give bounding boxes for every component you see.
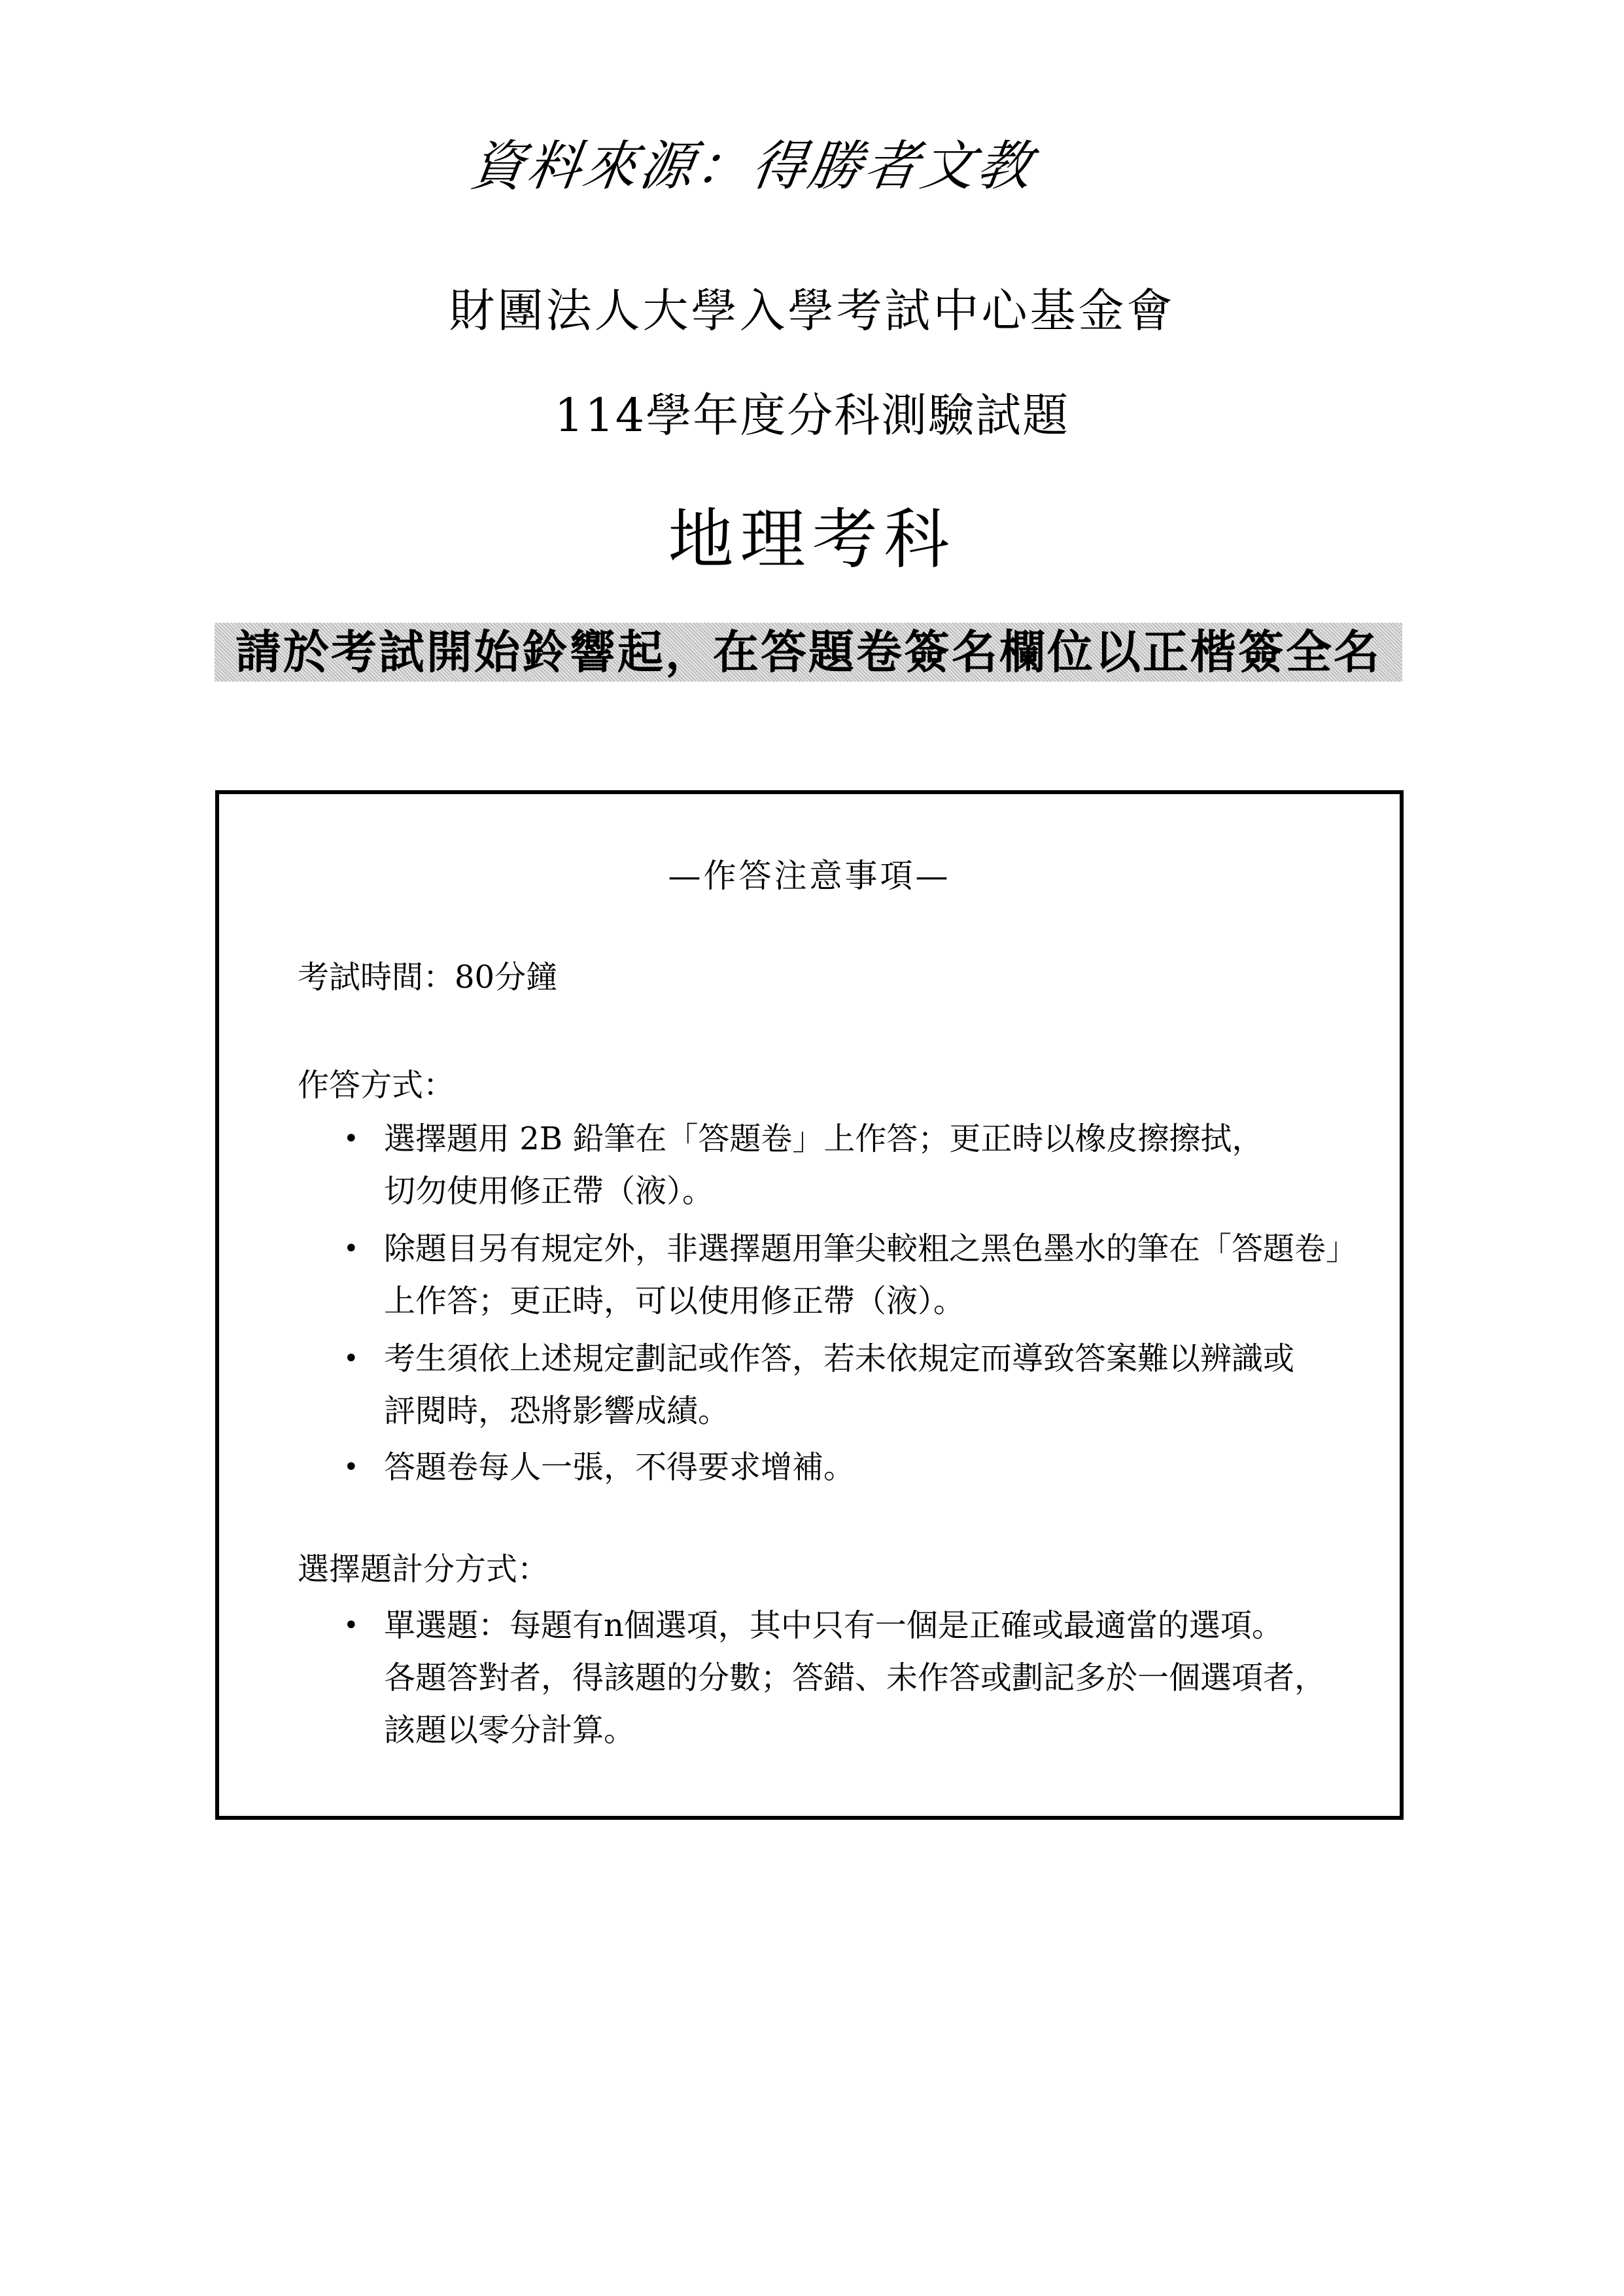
item-text-line1: 除題目另有規定外，非選擇題用筆尖較粗之黑色墨水的筆在「答題卷」 <box>384 1230 1358 1267</box>
item-text-line1: 選擇題用 2B 鉛筆在「答題卷」上作答；更正時以橡皮擦擦拭， <box>384 1121 1264 1157</box>
answer-method-item-1 <box>343 1116 1324 1162</box>
bullet-icon: • <box>343 1610 359 1641</box>
scoring-heading: 選擇題計分方式： <box>298 1551 549 1588</box>
item-text-line2: 各題答對者，得該題的分數；答錯、未作答或劃記多於一個選項者， <box>384 1660 1326 1696</box>
answer-method-item-3 <box>343 1336 1324 1382</box>
item-text-line2: 上作答；更正時，可以使用修正帶（液）。 <box>384 1283 965 1319</box>
item-text-line1: 考生須依上述規定劃記或作答，若未依規定而導致答案難以辨識或 <box>384 1340 1295 1377</box>
answer-method-heading: 作答方式： <box>298 1067 455 1104</box>
organization-title: 財團法人大學入學考試中心基金會 <box>449 284 1175 338</box>
handwritten-source-note: 資料來源：得勝者文教 <box>466 135 1038 198</box>
answer-method-item-2 <box>343 1226 1358 1272</box>
bullet-icon: • <box>343 1344 359 1374</box>
item-text-line3: 該題以零分計算。 <box>384 1712 636 1748</box>
bullet-icon: • <box>343 1452 359 1482</box>
bullet-icon: • <box>343 1124 359 1154</box>
item-text-line1: 單選題：每題有n個選項，其中只有一個是正確或最適當的選項。 <box>384 1607 1283 1644</box>
exam-time: 考試時間：80分鐘 <box>298 959 558 996</box>
bullet-icon: • <box>343 1234 359 1264</box>
item-text-line2: 切勿使用修正帶（液）。 <box>384 1173 714 1209</box>
item-text-line1: 答題卷每人一張，不得要求增補。 <box>384 1449 855 1486</box>
scoring-item-single-choice <box>343 1603 1324 1648</box>
subject-title: 地理考科 <box>668 501 956 578</box>
signature-instruction-banner: 請於考試開始鈴響起，在答題卷簽名欄位以正楷簽全名 <box>215 623 1402 682</box>
answer-method-item-4 <box>343 1444 1324 1490</box>
instructions-box <box>215 790 1404 1820</box>
item-text-line2: 評閱時，恐將影響成績。 <box>384 1393 730 1429</box>
exam-title: 114學年度分科測驗試題 <box>554 389 1070 442</box>
notice-title: —作答注意事項— <box>668 857 951 895</box>
